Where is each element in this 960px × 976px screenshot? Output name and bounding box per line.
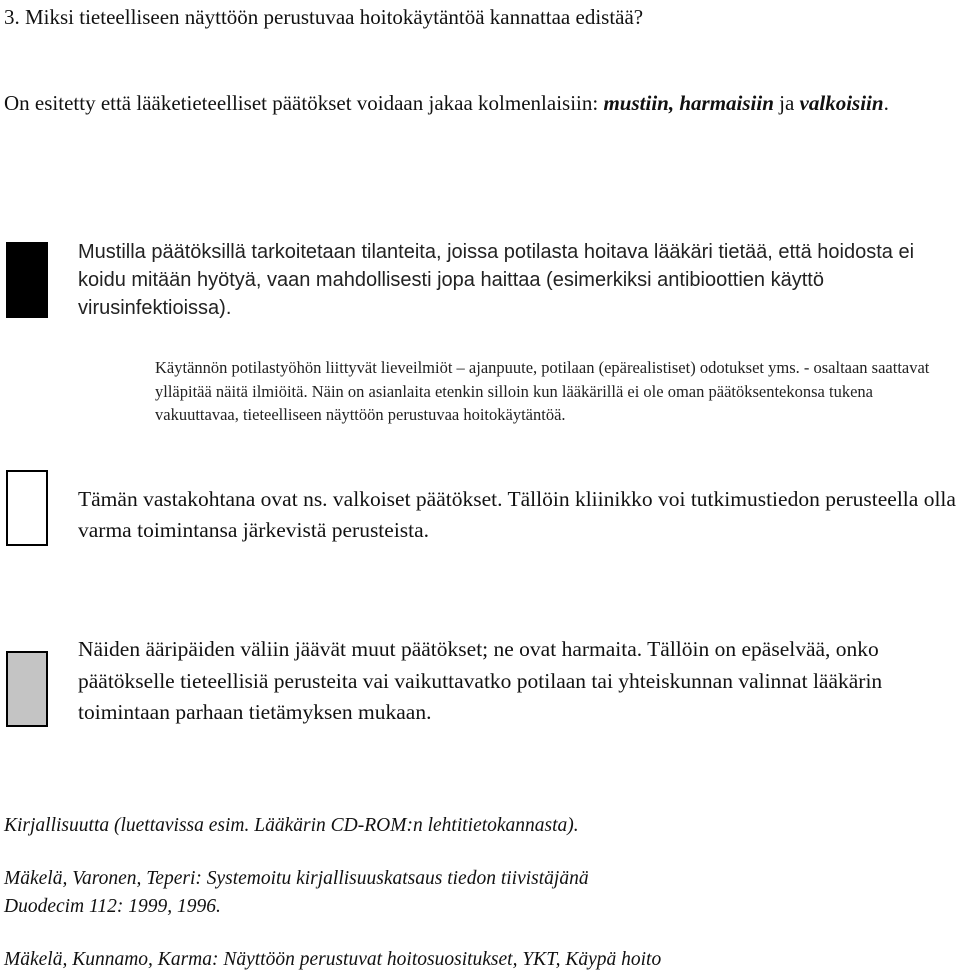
gray-decisions-text: Näiden ääripäiden väliin jäävät muut päätökset; ne ovat harmaita. Tällöin on epäselvää, onko päätökselle tieteellisiä perusteita vai vaikuttavatko potilaan tai yhteiskunnan valinnat lääkärin toimintaan parhaan tietämyksen mukaan.	[78, 637, 883, 724]
white-square-icon	[6, 470, 48, 546]
gray-square-icon	[6, 651, 48, 727]
intro-emphasis-end: valkoisiin	[799, 91, 884, 115]
reference-line: Duodecim 112: 1999, 1996.	[4, 896, 221, 917]
black-decisions-note: Käytännön potilastyöhön liittyvät lieveilmiöt – ajanpuute, potilaan (epärealistiset) odotukset yms. - osaltaan saattavat ylläpitää näitä ilmiöitä. Näin on asianlaita etenkin silloin kun lääkärillä ei ole oman päätöksentekonsa tukena vakuuttavaa, tieteelliseen näyttöön perustuvaa hoitokäytäntöä.	[155, 358, 930, 424]
intro-emphasis: mustiin, harmaisiin	[603, 91, 774, 115]
black-decisions-text: Mustilla päätöksillä tarkoitetaan tilanteita, joissa potilasta hoitava lääkäri tietää, että hoidosta ei koidu mitään hyötyä, vaan mahdollisesti jopa haittaa (esimerkiksi antibioottien käyttö virusinfektioissa).	[78, 241, 915, 319]
intro-end: .	[883, 91, 889, 115]
references-heading: Kirjallisuutta (luettavissa esim. Lääkärin CD-ROM:n lehtitietokannasta).	[4, 815, 579, 836]
question-heading: 3. Miksi tieteelliseen näyttöön perustuvaa hoitokäytäntöä kannattaa edistää?	[4, 5, 644, 29]
white-decisions-text: Tämän vastakohtana ovat ns. valkoiset päätökset. Tällöin kliinikko voi tutkimustiedon perusteella olla varma toimintansa järkevistä perusteista.	[78, 487, 956, 542]
reference-line: Mäkelä, Varonen, Teperi: Systemoitu kirjallisuuskatsaus tiedon tiivistäjänä	[4, 868, 589, 889]
intro-paragraph	[4, 90, 956, 117]
reference-item	[4, 865, 954, 921]
black-square-icon	[6, 242, 48, 318]
intro-text: On esitetty että lääketieteelliset päätökset voidaan jakaa kolmenlaisiin:	[4, 91, 604, 115]
reference-item: Mäkelä, Kunnamo, Karma: Näyttöön perustuvat hoitosuositukset, YKT, Käypä hoito	[4, 949, 662, 970]
intro-connector: ja	[773, 91, 800, 115]
